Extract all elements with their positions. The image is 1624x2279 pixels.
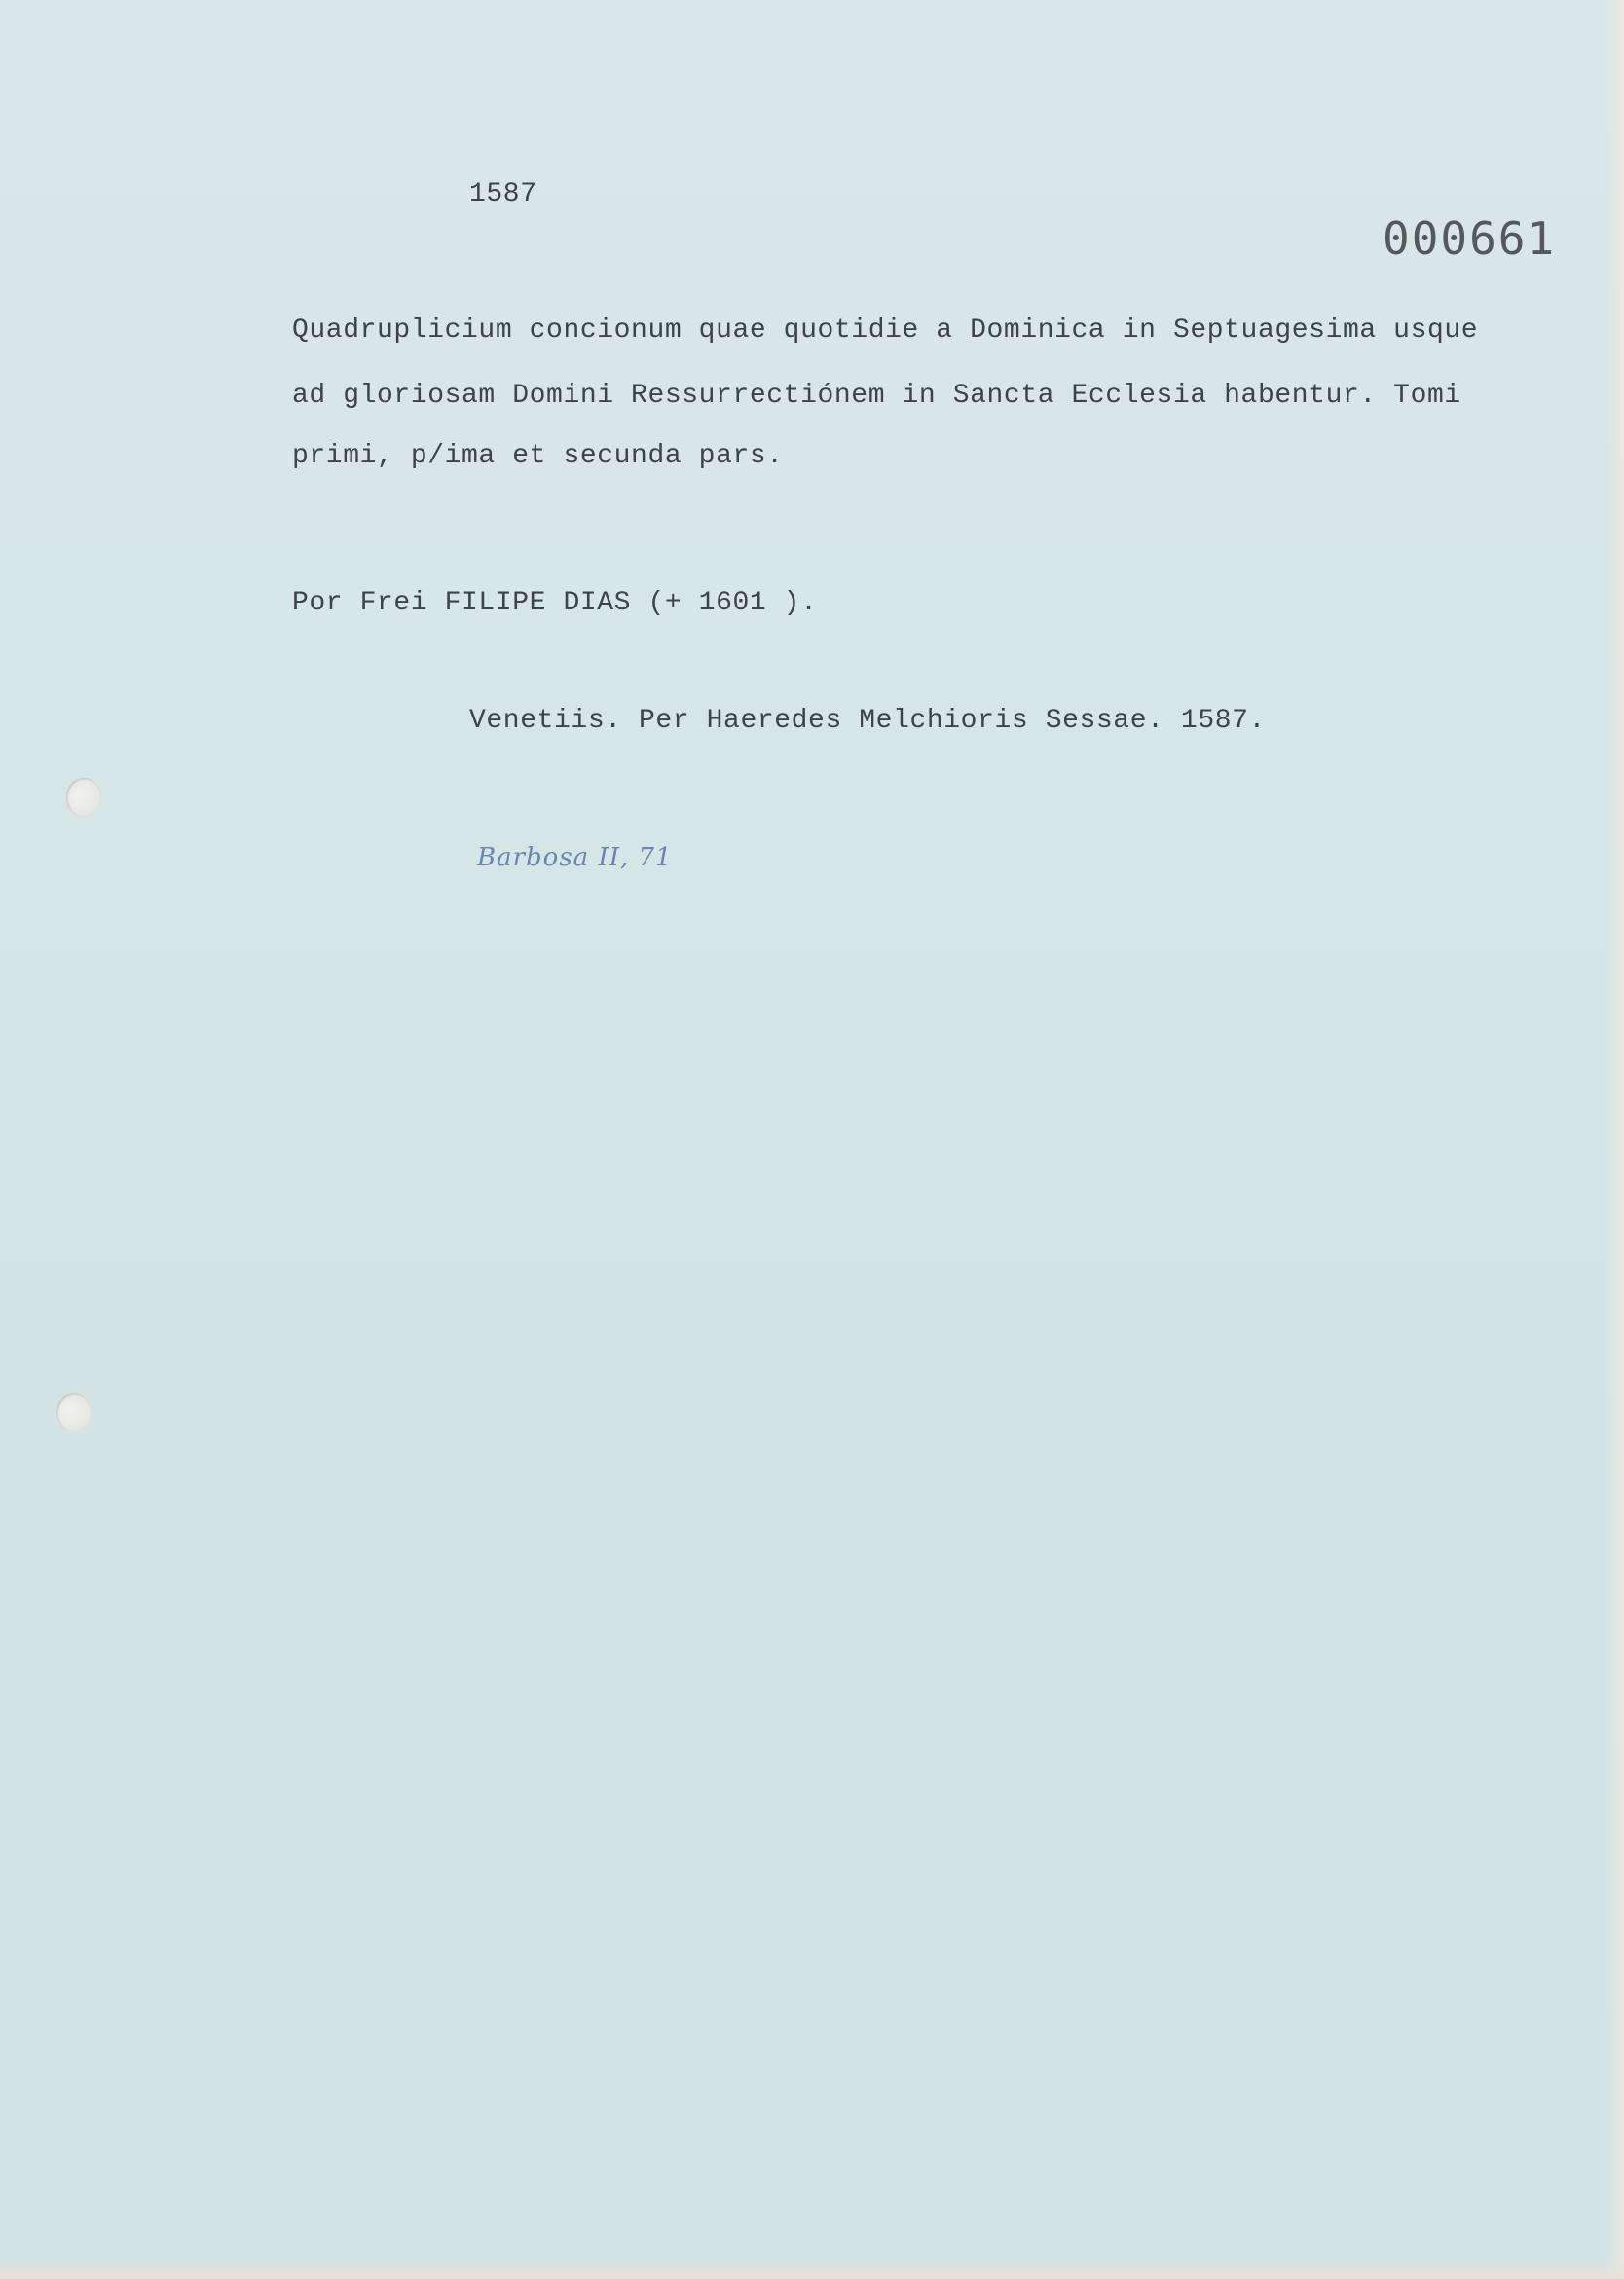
author-line: Por Frei FILIPE DIAS (+ 1601 ). [292, 588, 818, 618]
title-line-1: Quadruplicium concionum quae quotidie a Dominica in Septuagesima usque [292, 315, 1479, 346]
punch-hole-lower [56, 1393, 92, 1432]
imprint-line: Venetiis. Per Haeredes Melchioris Sessae. 1587. [469, 706, 1266, 736]
publication-year-heading: 1587 [469, 179, 537, 209]
punch-hole-upper [66, 778, 101, 817]
handwritten-reference-note: Barbosa II, 71 [477, 843, 673, 872]
paper-edge-bottom [0, 2258, 1624, 2279]
paper-edge-right [1606, 0, 1624, 2279]
title-line-3: primi, p/ima et secunda pars. [292, 441, 784, 471]
record-number-stamp: 000661 [1383, 212, 1557, 265]
title-line-2: ad gloriosam Domini Ressurrectiónem in Sancta Ecclesia habentur. Tomi [292, 381, 1461, 411]
